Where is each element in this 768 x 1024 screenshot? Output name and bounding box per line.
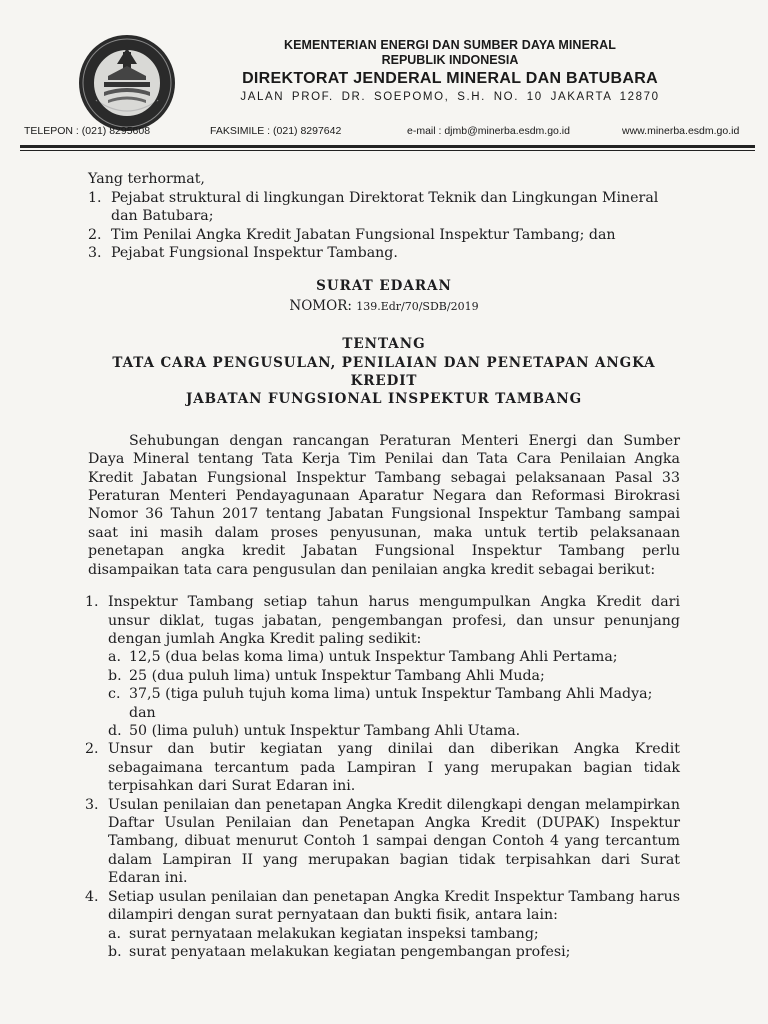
credit-sublist: [108, 648, 680, 740]
header-rule-thin: [20, 150, 755, 151]
sublist-item: a. 12,5 (dua belas koma lima) untuk Inspektur Tambang Ahli Pertama;: [108, 649, 618, 666]
salutation: Yang terhormat,: [88, 171, 205, 187]
number-value: 139.Edr/70/SDB/2019: [356, 299, 479, 313]
number-label: NOMOR:: [289, 297, 352, 314]
sublist-item: a. surat pernyataan melakukan kegiatan inspeksi tambang;: [108, 925, 539, 942]
website-url: www.minerba.esdm.go.id: [622, 125, 740, 137]
republic-name: REPUBLIK INDONESIA: [381, 53, 519, 67]
recipient-item: 3. Pejabat Fungsional Inspektur Tambang.: [88, 245, 398, 262]
provision-item: 3. Usulan penilaian dan penetapan Angka Kredit dilengkapi dengan melampirkan Daftar Usulan Penilaian dan Penetapan Angka Kredit (DUPAK) Inspektur Tambang, dibuat menurut Contoh 1 sampai dengan Contoh 4 yang tercantum dalam Lampiran II yang merupakan bagian tidak terpisahkan dari Surat Edaran ini.: [85, 796, 680, 887]
attachment-sublist: [108, 925, 680, 962]
letterhead: [200, 38, 700, 106]
office-address: JALAN PROF. DR. SOEPOMO, S.H. NO. 10 JAKARTA 12870: [240, 91, 660, 103]
telephone-number: TELEPON : (021) 8295608: [24, 125, 151, 137]
intro-paragraph: Sehubungan dengan rancangan Peraturan Menteri Energi dan Sumber Daya Mineral tentang Tata Kerja Tim Penilai dan Tata Cara Penilaian Angka Kredit Jabatan Fungsional Inspektur Tambang sebagai pelaksanaan Pasal 33 Peraturan Menteri Pendayagunaan Aparatur Negara dan Reformasi Birokrasi Nomor 36 Tahun 2017 tentang Jabatan Fungsional Inspektur Tambang sampai saat ini masih dalam proses penyusunan, maka untuk tertib pelaksanaan penetapan angka kredit Jabatan Fungsional Inspektur Tambang perlu disampaikan tata cara pengusulan dan penilaian angka kredit sebagai berikut:: [88, 432, 680, 578]
subject-line-2: JABATAN FUNGSIONAL INSPEKTUR TAMBANG: [185, 390, 583, 407]
email-address: e-mail : djmb@minerba.esdm.go.id: [407, 125, 570, 137]
contact-bar: [22, 125, 752, 141]
subject-line-1: TATA CARA PENGUSULAN, PENILAIAN DAN PENETAPAN ANGKA KREDIT: [112, 354, 656, 389]
directorate-name: DIREKTORAT JENDERAL MINERAL DAN BATUBARA: [242, 70, 658, 87]
provision-item: 2. Unsur dan butir kegiatan yang dinilai dan diberikan Angka Kredit sebagaimana tercantum pada Lampiran I yang merupakan bagian tidak terpisahkan dari Surat Edaran ini.: [85, 741, 680, 795]
sublist-item: b. surat penyataan melakukan kegiatan pengembangan profesi;: [108, 943, 571, 960]
recipient-item: 1. Pejabat struktural di lingkungan Direktorat Teknik dan Lingkungan Mineral dan Batubara;: [88, 189, 659, 225]
provision-list: [85, 593, 680, 961]
ministry-name: KEMENTERIAN ENERGI DAN SUMBER DAYA MINERAL: [283, 38, 616, 52]
letter-body: [85, 170, 680, 961]
recipient-item: 2. Tim Penilai Angka Kredit Jabatan Fungsional Inspektur Tambang; dan: [88, 226, 616, 243]
document-title: SURAT EDARAN: [316, 277, 452, 294]
esdm-emblem-icon: [74, 30, 180, 136]
about-heading: TENTANG: [342, 336, 426, 353]
sublist-item: d. 50 (lima puluh) untuk Inspektur Tambang Ahli Utama.: [108, 723, 521, 740]
fax-number: FAKSIMILE : (021) 8297642: [210, 125, 342, 137]
document-number: [88, 297, 680, 317]
recipient-list: [88, 189, 680, 263]
sublist-item: c. 37,5 (tiga puluh tujuh koma lima) untuk Inspektur Tambang Ahli Madya; dan: [108, 686, 653, 721]
provision-item: 1. Inspektur Tambang setiap tahun harus mengumpulkan Angka Kredit dari unsur diklat, tugas jabatan, pengembangan profesi, dan unsur penunjang dengan jumlah Angka Kredit paling sedikit: a. 12,5 (dua belas koma lima) untuk Inspektur Tambang Ahli Pertama; b. 25 (dua puluh lima) untuk Inspektur Tambang Ahli Muda; c. 37,5 (tiga puluh tujuh koma lima) untuk Inspektur Tambang Ahli Madya; dan d. 50 (lima puluh) untuk Inspektur Tambang Ahli Utama.: [85, 594, 680, 740]
sublist-item: b. 25 (dua puluh lima) untuk Inspektur Tambang Ahli Muda;: [108, 667, 545, 684]
header-rule-thick: [20, 145, 755, 148]
provision-item: 4. Setiap usulan penilaian dan penetapan Angka Kredit Inspektur Tambang harus dilampiri dengan surat pernyataan dan bukti fisik, antara lain: a. surat pernyataan melakukan kegiatan inspeksi tambang; b. surat penyataan melakukan kegiatan pengembangan profesi;: [85, 888, 680, 960]
